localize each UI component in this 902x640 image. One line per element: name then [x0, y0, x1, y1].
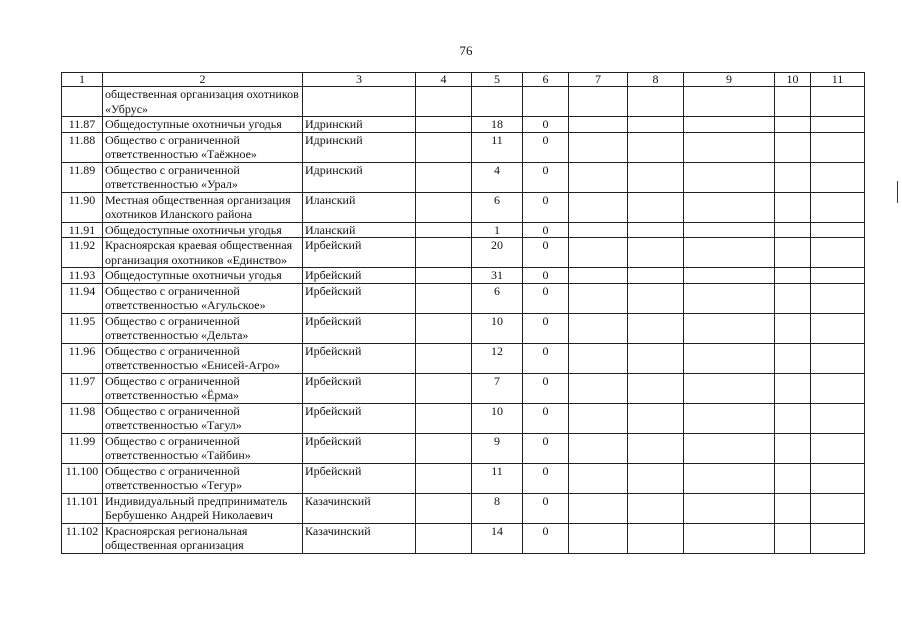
col-5-value: 1: [472, 222, 523, 238]
col-10-value: [775, 238, 811, 268]
organization-name: общественная организация охотников «Убрус»: [103, 87, 303, 117]
district-name: Идринский: [303, 162, 416, 192]
row-number: 11.99: [62, 433, 103, 463]
col-6-value: 0: [523, 433, 569, 463]
district-name: Казачинский: [303, 523, 416, 553]
organization-name: Общество с ограниченной ответственностью «Дельта»: [103, 313, 303, 343]
col-11-value: [811, 283, 865, 313]
district-name: Ирбейский: [303, 433, 416, 463]
col-4-value: [416, 373, 472, 403]
col-8-value: [628, 343, 684, 373]
page-number: 76: [459, 43, 473, 58]
col-11-value: [811, 493, 865, 523]
col-4-value: [416, 238, 472, 268]
col-7-value: [569, 403, 628, 433]
col-11-value: [811, 343, 865, 373]
district-name: Иланский: [303, 192, 416, 222]
table-row: [62, 523, 865, 553]
data-table: [61, 72, 865, 554]
table-row: [62, 403, 865, 433]
col-10-value: [775, 493, 811, 523]
col-9-value: [684, 87, 775, 117]
col-5-value: [472, 87, 523, 117]
col-6-value: 0: [523, 162, 569, 192]
col-8-value: [628, 463, 684, 493]
col-11-value: [811, 238, 865, 268]
col-5-value: 31: [472, 268, 523, 284]
col-11-value: [811, 313, 865, 343]
col-9-value: [684, 268, 775, 284]
col-11-value: [811, 132, 865, 162]
col-8-value: [628, 162, 684, 192]
col-8-value: [628, 403, 684, 433]
table-row: [62, 87, 865, 117]
organization-name: Общество с ограниченной ответственностью «Урал»: [103, 162, 303, 192]
col-10-value: [775, 463, 811, 493]
col-6-value: 0: [523, 313, 569, 343]
organization-name: Общество с ограниченной ответственностью «Енисей-Агро»: [103, 343, 303, 373]
district-name: [303, 87, 416, 117]
col-7-value: [569, 373, 628, 403]
row-number: 11.89: [62, 162, 103, 192]
table-row: [62, 117, 865, 133]
col-10-value: [775, 313, 811, 343]
col-10-value: [775, 222, 811, 238]
column-header: 2: [103, 73, 303, 87]
col-11-value: [811, 192, 865, 222]
organization-name: Общедоступные охотничьи угодья: [103, 117, 303, 133]
col-6-value: 0: [523, 192, 569, 222]
row-number: 11.87: [62, 117, 103, 133]
organization-name: Общество с ограниченной ответственностью «Агульское»: [103, 283, 303, 313]
col-5-value: 12: [472, 343, 523, 373]
column-header: 7: [569, 73, 628, 87]
table-row: [62, 373, 865, 403]
col-10-value: [775, 403, 811, 433]
organization-name: Красноярская краевая общественная организация охотников «Единство»: [103, 238, 303, 268]
col-7-value: [569, 268, 628, 284]
col-11-value: [811, 403, 865, 433]
col-9-value: [684, 132, 775, 162]
col-7-value: [569, 433, 628, 463]
col-8-value: [628, 283, 684, 313]
column-header: 8: [628, 73, 684, 87]
col-5-value: 4: [472, 162, 523, 192]
row-number: 11.96: [62, 343, 103, 373]
col-9-value: [684, 162, 775, 192]
col-10-value: [775, 343, 811, 373]
col-5-value: 11: [472, 132, 523, 162]
row-number: 11.97: [62, 373, 103, 403]
col-5-value: 20: [472, 238, 523, 268]
row-number: 11.101: [62, 493, 103, 523]
column-header: 1: [62, 73, 103, 87]
col-7-value: [569, 238, 628, 268]
col-6-value: 0: [523, 463, 569, 493]
organization-name: Общедоступные охотничьи угодья: [103, 268, 303, 284]
col-9-value: [684, 523, 775, 553]
col-10-value: [775, 373, 811, 403]
col-9-value: [684, 117, 775, 133]
col-5-value: 6: [472, 192, 523, 222]
col-7-value: [569, 283, 628, 313]
col-11-value: [811, 87, 865, 117]
col-7-value: [569, 343, 628, 373]
col-4-value: [416, 283, 472, 313]
col-4-value: [416, 523, 472, 553]
organization-name: Общество с ограниченной ответственностью «Тайбин»: [103, 433, 303, 463]
col-5-value: 18: [472, 117, 523, 133]
organization-name: Общество с ограниченной ответственностью «Таёжное»: [103, 132, 303, 162]
col-4-value: [416, 162, 472, 192]
table-row: [62, 238, 865, 268]
col-4-value: [416, 403, 472, 433]
table-row: [62, 132, 865, 162]
row-number: 11.90: [62, 192, 103, 222]
col-5-value: 8: [472, 493, 523, 523]
organization-name: Общество с ограниченной ответственностью «Тагул»: [103, 403, 303, 433]
col-9-value: [684, 343, 775, 373]
col-10-value: [775, 283, 811, 313]
district-name: Ирбейский: [303, 283, 416, 313]
row-number: 11.95: [62, 313, 103, 343]
row-number: 11.100: [62, 463, 103, 493]
organization-name: Индивидуальный предприниматель Бербушенко Андрей Николаевич: [103, 493, 303, 523]
column-header: 6: [523, 73, 569, 87]
col-5-value: 7: [472, 373, 523, 403]
col-9-value: [684, 222, 775, 238]
col-9-value: [684, 373, 775, 403]
col-7-value: [569, 162, 628, 192]
col-9-value: [684, 433, 775, 463]
col-7-value: [569, 493, 628, 523]
organization-name: Красноярская региональная общественная организация: [103, 523, 303, 553]
organization-name: Общедоступные охотничьи угодья: [103, 222, 303, 238]
col-7-value: [569, 117, 628, 133]
table-row: [62, 493, 865, 523]
row-number: 11.88: [62, 132, 103, 162]
col-4-value: [416, 268, 472, 284]
row-number: 11.91: [62, 222, 103, 238]
col-11-value: [811, 433, 865, 463]
col-6-value: 0: [523, 373, 569, 403]
district-name: Казачинский: [303, 493, 416, 523]
district-name: Ирбейский: [303, 403, 416, 433]
organization-name: Общество с ограниченной ответственностью «Ёрма»: [103, 373, 303, 403]
col-8-value: [628, 433, 684, 463]
col-9-value: [684, 192, 775, 222]
table-row: [62, 162, 865, 192]
district-name: Ирбейский: [303, 373, 416, 403]
col-7-value: [569, 192, 628, 222]
col-5-value: 6: [472, 283, 523, 313]
col-10-value: [775, 523, 811, 553]
table-row: [62, 283, 865, 313]
col-11-value: [811, 463, 865, 493]
col-9-value: [684, 283, 775, 313]
district-name: Идринский: [303, 117, 416, 133]
district-name: Ирбейский: [303, 313, 416, 343]
col-11-value: [811, 117, 865, 133]
col-4-value: [416, 117, 472, 133]
col-10-value: [775, 162, 811, 192]
col-11-value: [811, 373, 865, 403]
col-6-value: 0: [523, 493, 569, 523]
row-number: 11.98: [62, 403, 103, 433]
column-header: 3: [303, 73, 416, 87]
col-8-value: [628, 493, 684, 523]
col-6-value: 0: [523, 222, 569, 238]
district-name: Ирбейский: [303, 238, 416, 268]
col-8-value: [628, 87, 684, 117]
col-6-value: 0: [523, 132, 569, 162]
table-body: [62, 87, 865, 554]
column-header: 9: [684, 73, 775, 87]
col-7-value: [569, 463, 628, 493]
col-11-value: [811, 222, 865, 238]
col-9-value: [684, 493, 775, 523]
col-7-value: [569, 87, 628, 117]
row-number: 11.94: [62, 283, 103, 313]
col-6-value: 0: [523, 403, 569, 433]
col-4-value: [416, 343, 472, 373]
column-header: 4: [416, 73, 472, 87]
col-8-value: [628, 373, 684, 403]
col-5-value: 9: [472, 433, 523, 463]
column-header: 5: [472, 73, 523, 87]
col-6-value: 0: [523, 283, 569, 313]
col-4-value: [416, 222, 472, 238]
table-header-row: [62, 73, 865, 87]
col-7-value: [569, 222, 628, 238]
col-10-value: [775, 132, 811, 162]
row-number: 11.102: [62, 523, 103, 553]
table-row: [62, 268, 865, 284]
column-header: 11: [811, 73, 865, 87]
col-5-value: 14: [472, 523, 523, 553]
table-row: [62, 463, 865, 493]
col-6-value: [523, 87, 569, 117]
col-9-value: [684, 238, 775, 268]
col-10-value: [775, 192, 811, 222]
col-9-value: [684, 313, 775, 343]
col-10-value: [775, 117, 811, 133]
col-6-value: 0: [523, 268, 569, 284]
col-5-value: 10: [472, 313, 523, 343]
organization-name: Общество с ограниченной ответственностью «Тегур»: [103, 463, 303, 493]
col-6-value: 0: [523, 343, 569, 373]
col-4-value: [416, 192, 472, 222]
scan-edge-mark: [897, 181, 898, 203]
col-11-value: [811, 268, 865, 284]
col-4-value: [416, 313, 472, 343]
column-header: 10: [775, 73, 811, 87]
col-8-value: [628, 222, 684, 238]
table-row: [62, 433, 865, 463]
table-row: [62, 343, 865, 373]
col-9-value: [684, 403, 775, 433]
table-row: [62, 222, 865, 238]
col-10-value: [775, 268, 811, 284]
col-6-value: 0: [523, 523, 569, 553]
col-7-value: [569, 132, 628, 162]
col-7-value: [569, 313, 628, 343]
district-name: Ирбейский: [303, 463, 416, 493]
table-row: [62, 313, 865, 343]
district-name: Ирбейский: [303, 268, 416, 284]
district-name: Идринский: [303, 132, 416, 162]
col-6-value: 0: [523, 238, 569, 268]
row-number: 11.92: [62, 238, 103, 268]
organization-name: Местная общественная организация охотников Иланского района: [103, 192, 303, 222]
col-4-value: [416, 463, 472, 493]
col-8-value: [628, 117, 684, 133]
col-8-value: [628, 523, 684, 553]
col-5-value: 11: [472, 463, 523, 493]
col-11-value: [811, 162, 865, 192]
col-10-value: [775, 433, 811, 463]
col-8-value: [628, 313, 684, 343]
row-number: [62, 87, 103, 117]
table-row: [62, 192, 865, 222]
row-number: 11.93: [62, 268, 103, 284]
col-8-value: [628, 268, 684, 284]
district-name: Ирбейский: [303, 343, 416, 373]
district-name: Иланский: [303, 222, 416, 238]
col-11-value: [811, 523, 865, 553]
col-4-value: [416, 433, 472, 463]
col-6-value: 0: [523, 117, 569, 133]
col-8-value: [628, 132, 684, 162]
col-10-value: [775, 87, 811, 117]
col-4-value: [416, 87, 472, 117]
col-9-value: [684, 463, 775, 493]
col-8-value: [628, 238, 684, 268]
col-5-value: 10: [472, 403, 523, 433]
col-7-value: [569, 523, 628, 553]
col-8-value: [628, 192, 684, 222]
col-4-value: [416, 132, 472, 162]
col-4-value: [416, 493, 472, 523]
